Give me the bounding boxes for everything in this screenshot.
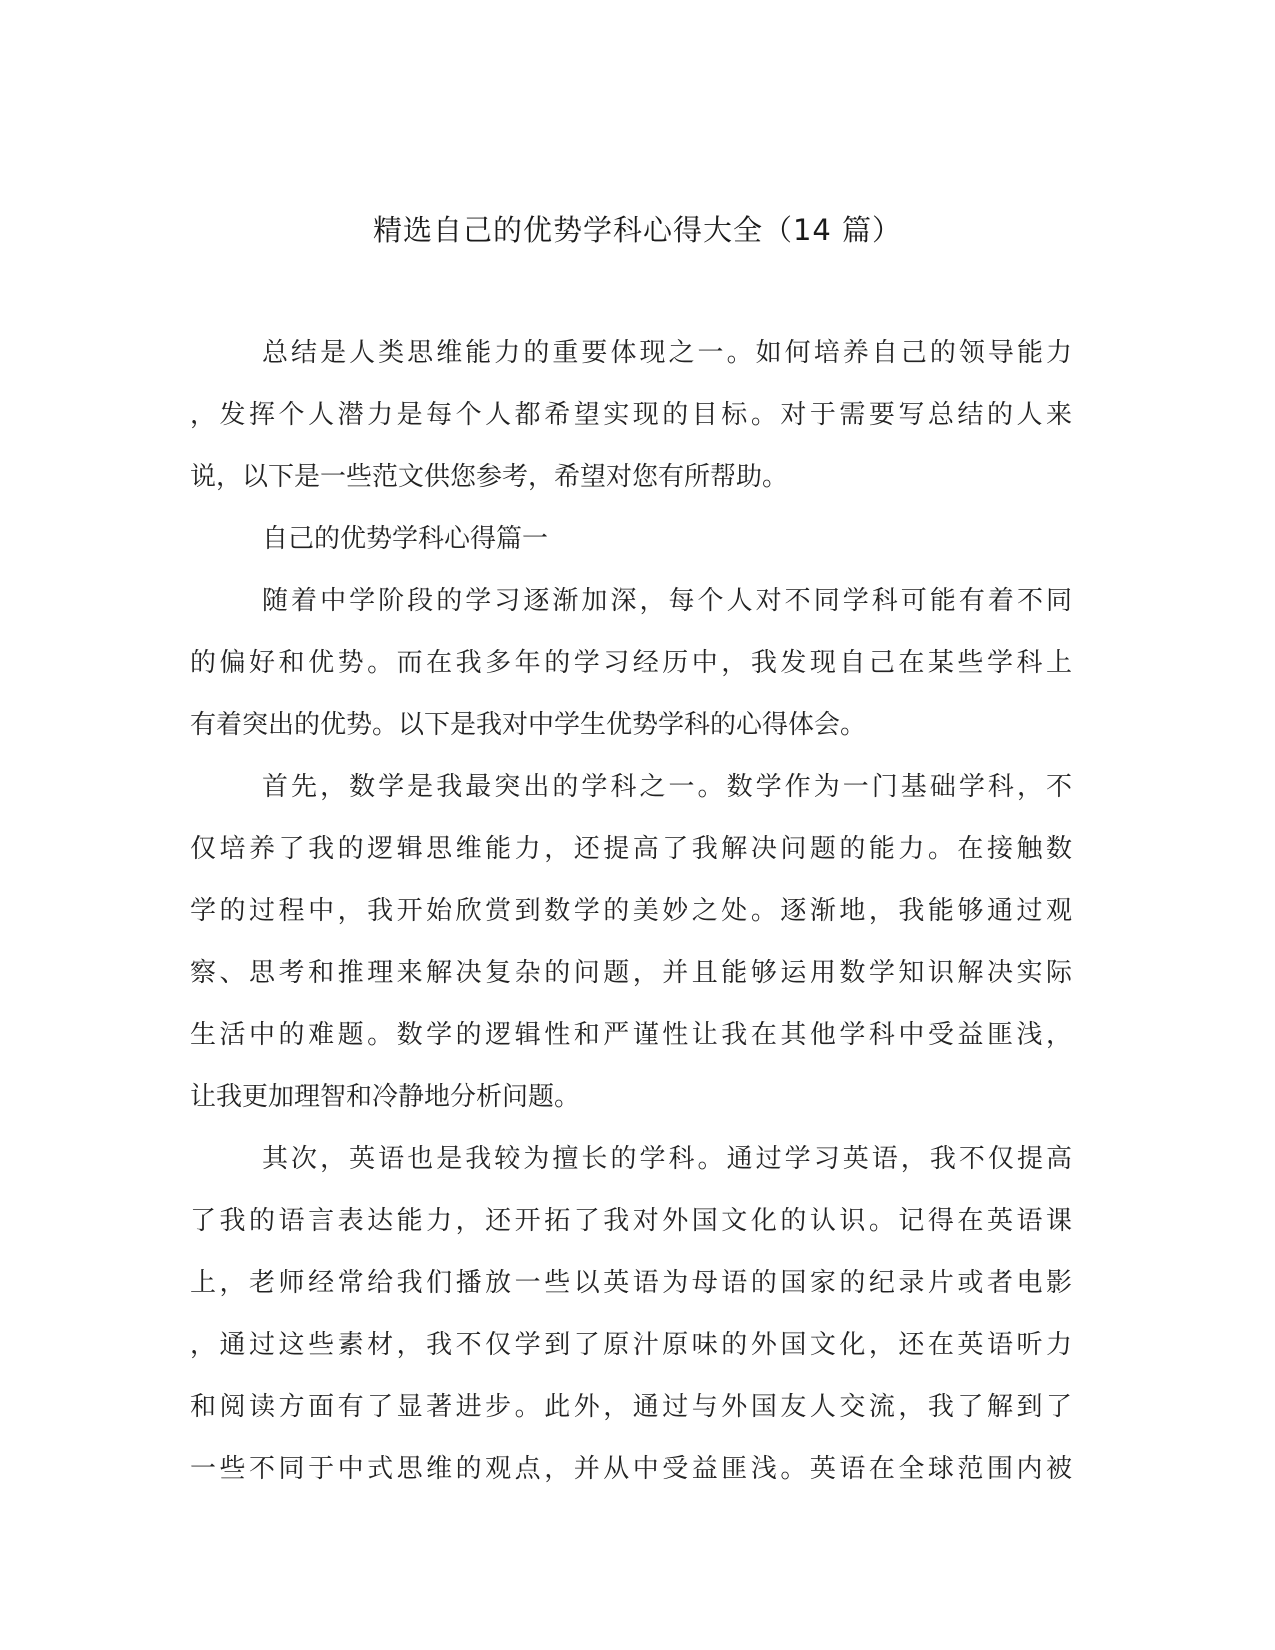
text-line: ，发挥个人潜力是每个人都希望实现的目标。对于需要写总结的人来 — [190, 400, 1072, 430]
text-line: 和阅读方面有了显著进步。此外，通过与外国友人交流，我了解到了 — [190, 1392, 1072, 1422]
paragraph-intro — [190, 322, 1072, 508]
text-line: ，通过这些素材，我不仅学到了原汁原味的外国文化，还在英语听力 — [190, 1330, 1072, 1360]
text-line: 随着中学阶段的学习逐渐加深，每个人对不同学科可能有着不同 — [262, 586, 1072, 616]
text-line: 总结是人类思维能力的重要体现之一。如何培养自己的领导能力 — [262, 338, 1072, 368]
text-line: 生活中的难题。数学的逻辑性和严谨性让我在其他学科中受益匪浅， — [190, 1020, 1072, 1050]
text-line: 了我的语言表达能力，还开拓了我对外国文化的认识。记得在英语课 — [190, 1206, 1072, 1236]
text-line: 一些不同于中式思维的观点，并从中受益匪浅。英语在全球范围内被 — [190, 1454, 1072, 1484]
text-line: 学的过程中，我开始欣赏到数学的美妙之处。逐渐地，我能够通过观 — [190, 896, 1072, 926]
heading-text: 自己的优势学科心得篇一 — [262, 524, 549, 554]
document-title: 精选自己的优势学科心得大全（14 篇） — [372, 213, 903, 247]
text-line: 其次，英语也是我较为擅长的学科。通过学习英语，我不仅提高 — [262, 1144, 1072, 1174]
section-heading — [190, 508, 1072, 570]
text-line: 察、思考和推理来解决复杂的问题，并且能够运用数学知识解决实际 — [190, 958, 1072, 988]
text-line: 的偏好和优势。而在我多年的学习经历中，我发现自己在某些学科上 — [190, 648, 1072, 678]
paragraph-body — [190, 756, 1072, 1128]
document-body — [190, 322, 1072, 1500]
text-line: 让我更加理智和冷静地分析问题。 — [190, 1082, 581, 1112]
text-line: 有着突出的优势。以下是我对中学生优势学科的心得体会。 — [190, 710, 867, 740]
text-line: 仅培养了我的逻辑思维能力，还提高了我解决问题的能力。在接触数 — [190, 834, 1072, 864]
paragraph-body — [190, 1128, 1072, 1500]
text-line: 说，以下是一些范文供您参考，希望对您有所帮助。 — [190, 462, 789, 492]
text-line: 首先，数学是我最突出的学科之一。数学作为一门基础学科，不 — [262, 772, 1072, 802]
paragraph-body — [190, 570, 1072, 756]
text-line: 上，老师经常给我们播放一些以英语为母语的国家的纪录片或者电影 — [190, 1268, 1072, 1298]
